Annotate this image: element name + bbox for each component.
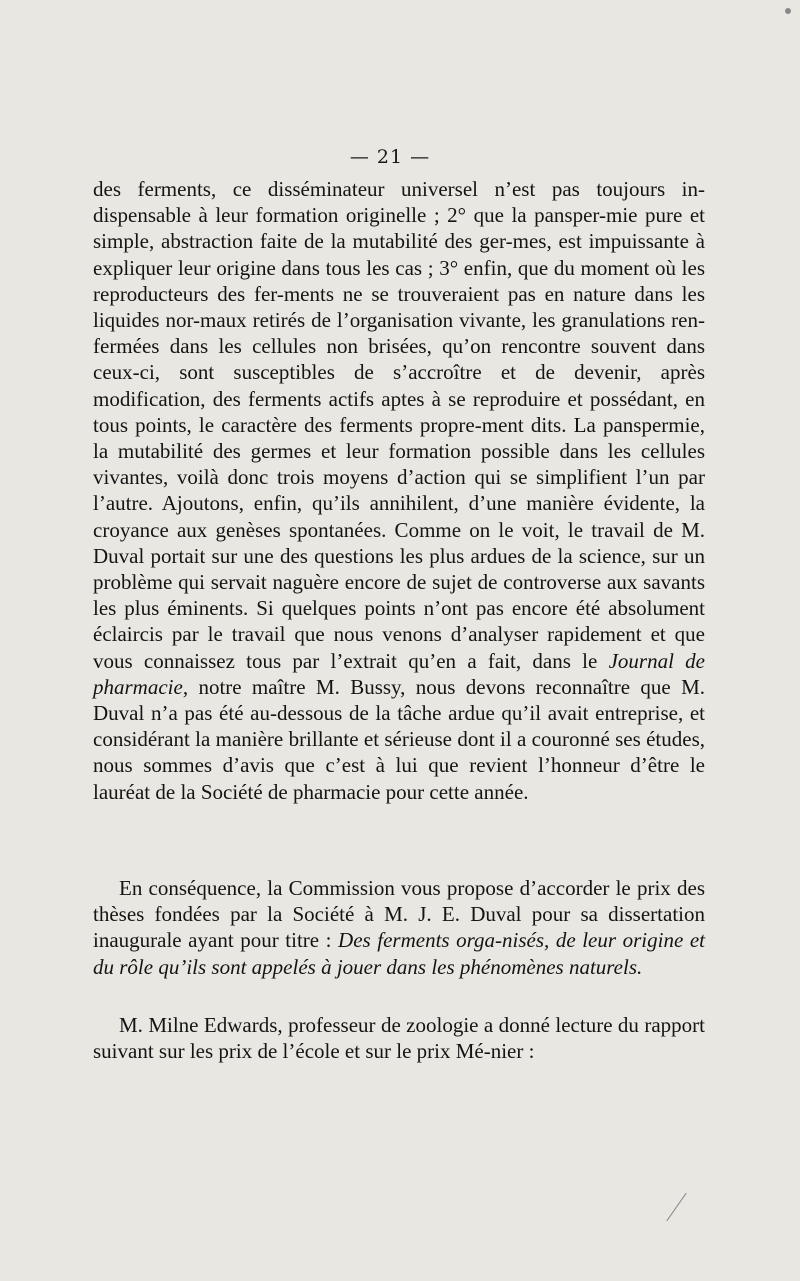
- paragraph-milne-edwards: [93, 1012, 705, 1064]
- paragraph-text: des ferments, ce disséminateur universel n’est pas toujours in-dispensable à leur formation originelle ; 2° que la pansper-mie pure et simple, abstraction faite de la mutabilité des ger-mes, est impuissante à expliquer leur origine dans tous les cas ; 3° enfin, que du moment où les reproducteurs des fer-ments ne se trouveraient pas en nature dans les liquides nor-maux retirés de l’organisation vivante, les granulations ren-fermées dans les cellules non brisées, qu’on rencontre souvent dans ceux-ci, sont susceptibles de s’accroître et de devenir, après modification, des ferments actifs aptes à se reproduire et possédant, en tous points, le caractère des ferments propre-ment dits. La panspermie, la mutabilité des germes et leur formation possible dans les cellules vivantes, voilà donc trois moyens d’action qui se simplifient l’un par l’autre. Ajoutons, enfin, qu’ils annihilent, d’une manière évidente, la croyance aux genèses spontanées. Comme on le voit, le travail de M. Duval portait sur une des questions les plus ardues de la science, sur un problème qui servait naguère encore de sujet de controverse aux savants les plus éminents. Si quelques points n’ont pas encore été absolument éclaircis par le travail que nous venons d’analyser rapidement et que vous connaissez tous par l’extrait qu’en a fait, dans le: [93, 177, 705, 673]
- paragraph-text: En conséquence, la Commission vous propose d’accorder le prix des thèses fondées par la Société à M. J. E. Duval pour sa dissertation inaugurale ayant pour titre :: [93, 876, 705, 953]
- page-number: — 21 —: [349, 146, 431, 168]
- paragraph-text-tail: notre maître M. Bussy, nous devons reconnaître que M. Duval n’a pas été au-dessous de la tâche ardue qu’il avait entreprise, et considérant la manière brillante et sérieuse dont il a couronné ses études, nous sommes d’avis que c’est à lui que revient l’honneur d’être le lauréat de la Société de pharmacie pour cette année.: [93, 674, 706, 804]
- journal-title: Journal de pharmacie,: [93, 648, 706, 699]
- scan-speck: [785, 8, 791, 14]
- paragraph-ferments-report: [93, 176, 705, 805]
- paragraph-text: M. Milne Edwards, professeur de zoologie a donné lecture du rapport suivant sur les prix de l’école et sur le prix Mé-nier :: [93, 1013, 705, 1064]
- pencil-mark: [666, 1193, 686, 1221]
- paragraph-commission-proposal: [93, 875, 705, 980]
- thesis-title: Des ferments orga-nisés, de leur origine et du rôle qu’ils sont appelés à jouer dans les phénomènes naturels.: [93, 928, 705, 979]
